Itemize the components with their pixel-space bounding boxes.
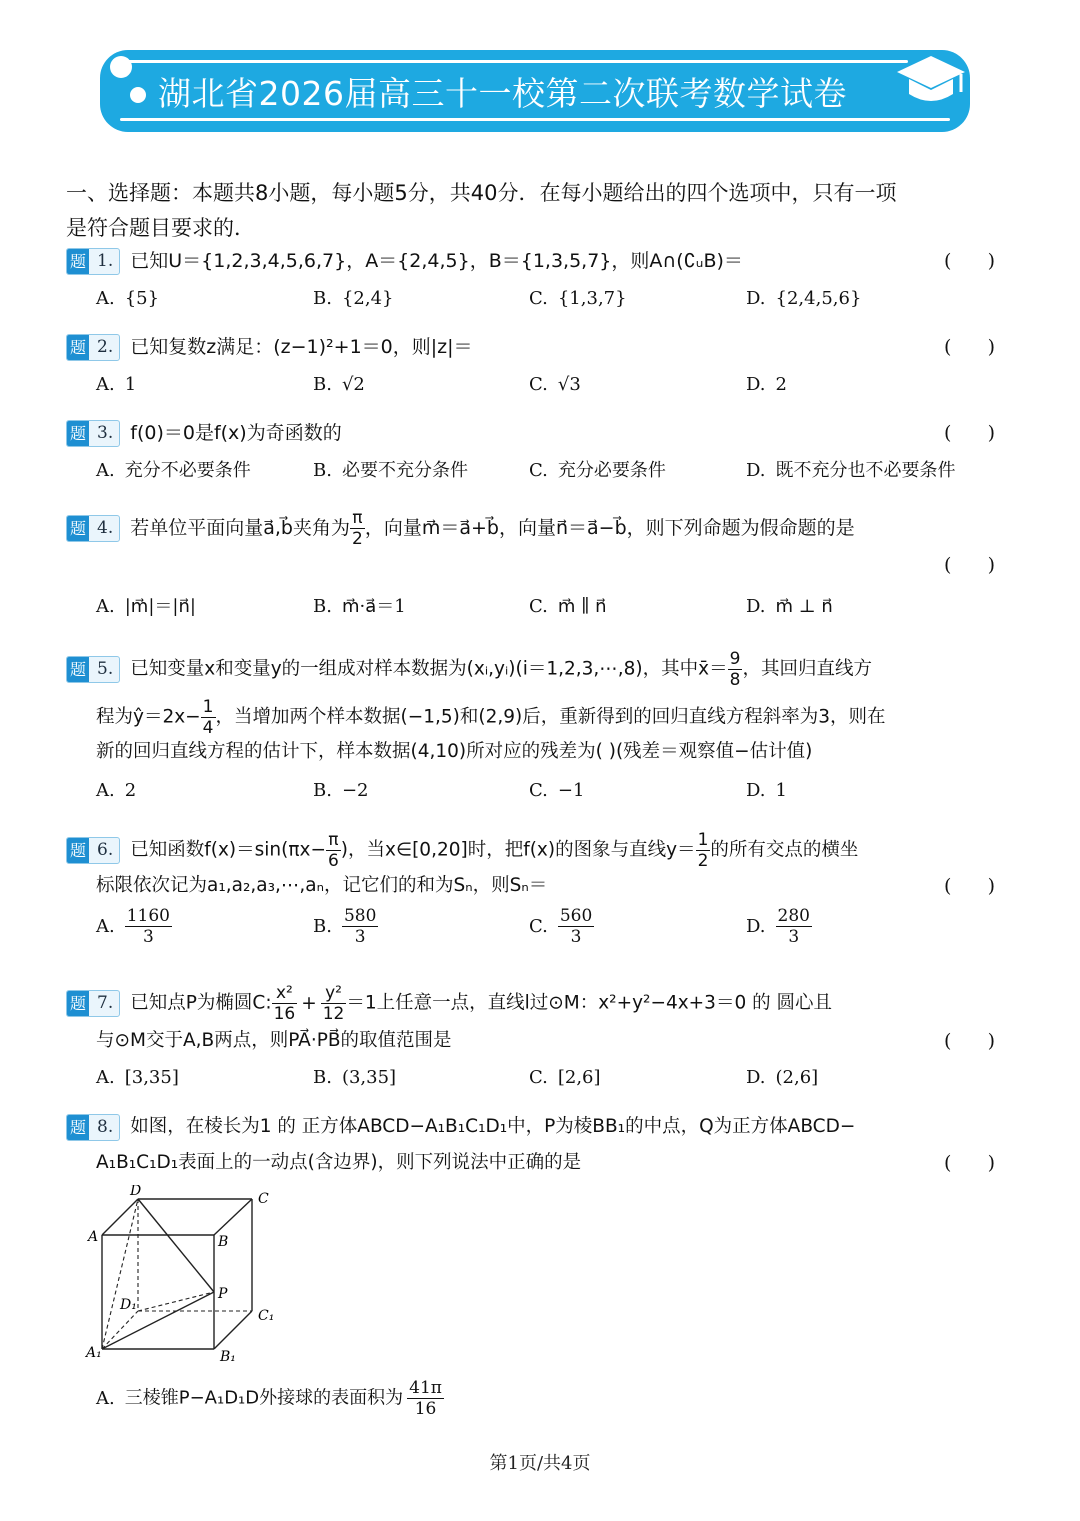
option-a: A. 充分不必要条件	[96, 460, 251, 481]
question-3	[66, 418, 342, 448]
option-a: A. 2	[96, 780, 137, 801]
option-b: B. −2	[313, 780, 369, 801]
question-text: 已知函数f(x)＝sin(πx− $\frac{\pi}{6}$ )，当x∈[0,20]时，把f(x)的图象与直线y＝ $\frac{1}{2}$ 的所有交点的横坐	[130, 830, 859, 871]
exam-title: 湖北省2026届高三十一校第二次联考数学试卷	[158, 74, 847, 113]
question-text: f(0)＝0是f(x)为奇函数的	[130, 422, 342, 444]
answer-paren: ( )	[944, 1152, 996, 1174]
option-a: A. 1	[96, 374, 137, 395]
question-4	[66, 508, 855, 549]
fraction: $\frac{1}{2}$	[697, 830, 709, 871]
title-banner	[100, 50, 970, 132]
option-c: C. 充分必要条件	[529, 460, 666, 481]
banner-dot-small	[130, 87, 146, 103]
label-c: C	[258, 1191, 269, 1207]
question-badge: 题 4.	[66, 515, 120, 542]
option-d: D. m⃗ ⊥ n⃗	[746, 596, 833, 617]
label-d: D	[130, 1185, 142, 1199]
label-c1: C₁	[258, 1308, 275, 1324]
option-d: D. 既不充分也不必要条件	[746, 460, 956, 481]
option-a: A. |m⃗|＝|n⃗|	[96, 596, 196, 617]
option-c: C. −1	[529, 780, 585, 801]
option-d: D. {2,4,5,6}	[746, 288, 862, 309]
fraction: $\frac{\text{y²}}{12}$	[322, 983, 345, 1024]
question-badge: 题 2.	[66, 334, 120, 361]
option-c: C. [2,6]	[529, 1067, 601, 1088]
question-badge: 题 3.	[66, 420, 120, 447]
option-c: C. {1,3,7}	[529, 288, 627, 309]
option-b: B. 必要不充分条件	[313, 460, 468, 481]
answer-paren: ( )	[944, 422, 996, 444]
question-text: 如图，在棱长为1 的 正方体ABCD−A₁B₁C₁D₁中，P为棱BB₁的中点，Q为正方体ABCD−	[130, 1116, 856, 1137]
answer-paren: ( )	[944, 554, 996, 576]
fraction: $\frac{41\pi}{16}$	[409, 1378, 442, 1419]
banner-line-bottom	[120, 118, 950, 121]
banner-dot-large	[110, 56, 132, 78]
banner-line-top	[118, 60, 908, 63]
question-6	[66, 830, 859, 871]
option-c: C. $\frac{560}{3}$	[529, 906, 593, 947]
label-b: B	[218, 1234, 229, 1250]
question-8-line2: A₁B₁C₁D₁表面上的一动点(含边界)，则下列说法中正确的是	[96, 1152, 582, 1173]
fraction: $\frac{\pi}{6}$	[327, 830, 339, 871]
label-a1: A₁	[86, 1345, 102, 1361]
question-badge: 题 5.	[66, 656, 120, 683]
option-a: A. [3,35]	[96, 1067, 179, 1088]
question-text: 已知变量x和变量y的一组成对样本数据为(xᵢ,yᵢ)(i＝1,2,3,⋯,8)，其中x̄＝ $\frac{9}{8}$ ，其回归直线方	[130, 649, 872, 690]
label-b1: B₁	[220, 1349, 236, 1365]
question-badge: 题 8.	[66, 1114, 120, 1141]
question-text: 若单位平面向量a⃗,b⃗夹角为 $\frac{\pi}{2}$ ，向量m⃗＝a⃗+b⃗，向量n⃗＝a⃗−b⃗，则下列命题为假命题的是	[130, 508, 855, 549]
fraction: $\frac{1}{4}$	[202, 697, 214, 738]
answer-paren: ( )	[944, 336, 996, 358]
fraction: $\frac{9}{8}$	[729, 649, 741, 690]
answer-paren: ( )	[944, 875, 996, 897]
option-c: C. √3	[529, 374, 581, 395]
section-header-line2: 是符合题目要求的．	[66, 216, 255, 240]
fraction: $\frac{\pi}{2}$	[352, 508, 363, 549]
option-b: B. √2	[313, 374, 365, 395]
question-5-line2: 程为ŷ＝2x− $\frac{1}{4}$ ，当增加两个样本数据(−1,5)和(2,9)后，重新得到的回归直线方程斜率为3，则在	[96, 697, 886, 738]
label-p: P	[218, 1286, 228, 1302]
option-d: D. $\frac{280}{3}$	[746, 906, 810, 947]
option-a: A. 三棱锥P−A₁D₁D外接球的表面积为 $\frac{41\pi}{16}$	[96, 1378, 442, 1419]
option-a: A. {5}	[96, 288, 160, 309]
question-badge: 题 6.	[66, 837, 120, 864]
question-6-line2: 标限依次记为a₁,a₂,a₃,⋯,aₙ，记它们的和为Sₙ，则Sₙ＝	[96, 875, 548, 896]
answer-paren: ( )	[944, 1030, 996, 1052]
question-badge: 题 7.	[66, 990, 120, 1017]
section-header-line1: 一、选择题：本题共8小题，每小题5分，共40分．在每小题给出的四个选项中，只有一项	[66, 181, 897, 205]
question-2	[66, 332, 473, 362]
option-b: B. $\frac{580}{3}$	[313, 906, 377, 947]
label-a: A	[88, 1229, 99, 1245]
option-c: C. m⃗ ∥ n⃗	[529, 596, 607, 617]
fraction: $\frac{\text{x²}}{16}$	[273, 983, 296, 1024]
question-5-line3: 新的回归直线方程的估计下，样本数据(4,10)所对应的残差为( )(残差＝观察值−估计值)	[96, 741, 813, 762]
option-d: D. 1	[746, 780, 787, 801]
option-d: D. 2	[746, 374, 787, 395]
graduation-cap-icon	[895, 52, 967, 112]
option-d: D. (2,6]	[746, 1067, 819, 1088]
question-1	[66, 246, 743, 276]
label-d1: D₁	[120, 1297, 137, 1313]
question-7	[66, 983, 832, 1024]
option-b: B. m⃗·a⃗＝1	[313, 596, 406, 617]
question-7-line2: 与⊙M交于A,B两点，则PA⃗·PB⃗的取值范围是	[96, 1030, 452, 1051]
question-text: 已知U＝{1,2,3,4,5,6,7}，A＝{2,4,5}，B＝{1,3,5,7}，则A∩(∁ᵤB)＝	[130, 250, 743, 272]
question-badge: 题 1.	[66, 248, 120, 275]
question-5	[66, 649, 872, 690]
cube-figure	[80, 1185, 290, 1370]
option-b: B. (3,35]	[313, 1067, 397, 1088]
question-text: 已知复数z满足：(z−1)²+1＝0，则|z|＝	[130, 336, 473, 358]
answer-paren: ( )	[944, 250, 996, 272]
option-b: B. {2,4}	[313, 288, 394, 309]
page-footer: 第1页/共4页	[489, 1453, 591, 1474]
question-8	[66, 1112, 855, 1142]
question-text: 已知点P为椭圆C: $\frac{\text{x²}}{16}$ + $\frac{\text{y²}}{12}$ ＝1上任意一点，直线l过⊙M：x²+y²−4x+3＝0 的 圆心且	[130, 983, 832, 1024]
option-a: A. $\frac{1160}{3}$	[96, 906, 170, 947]
